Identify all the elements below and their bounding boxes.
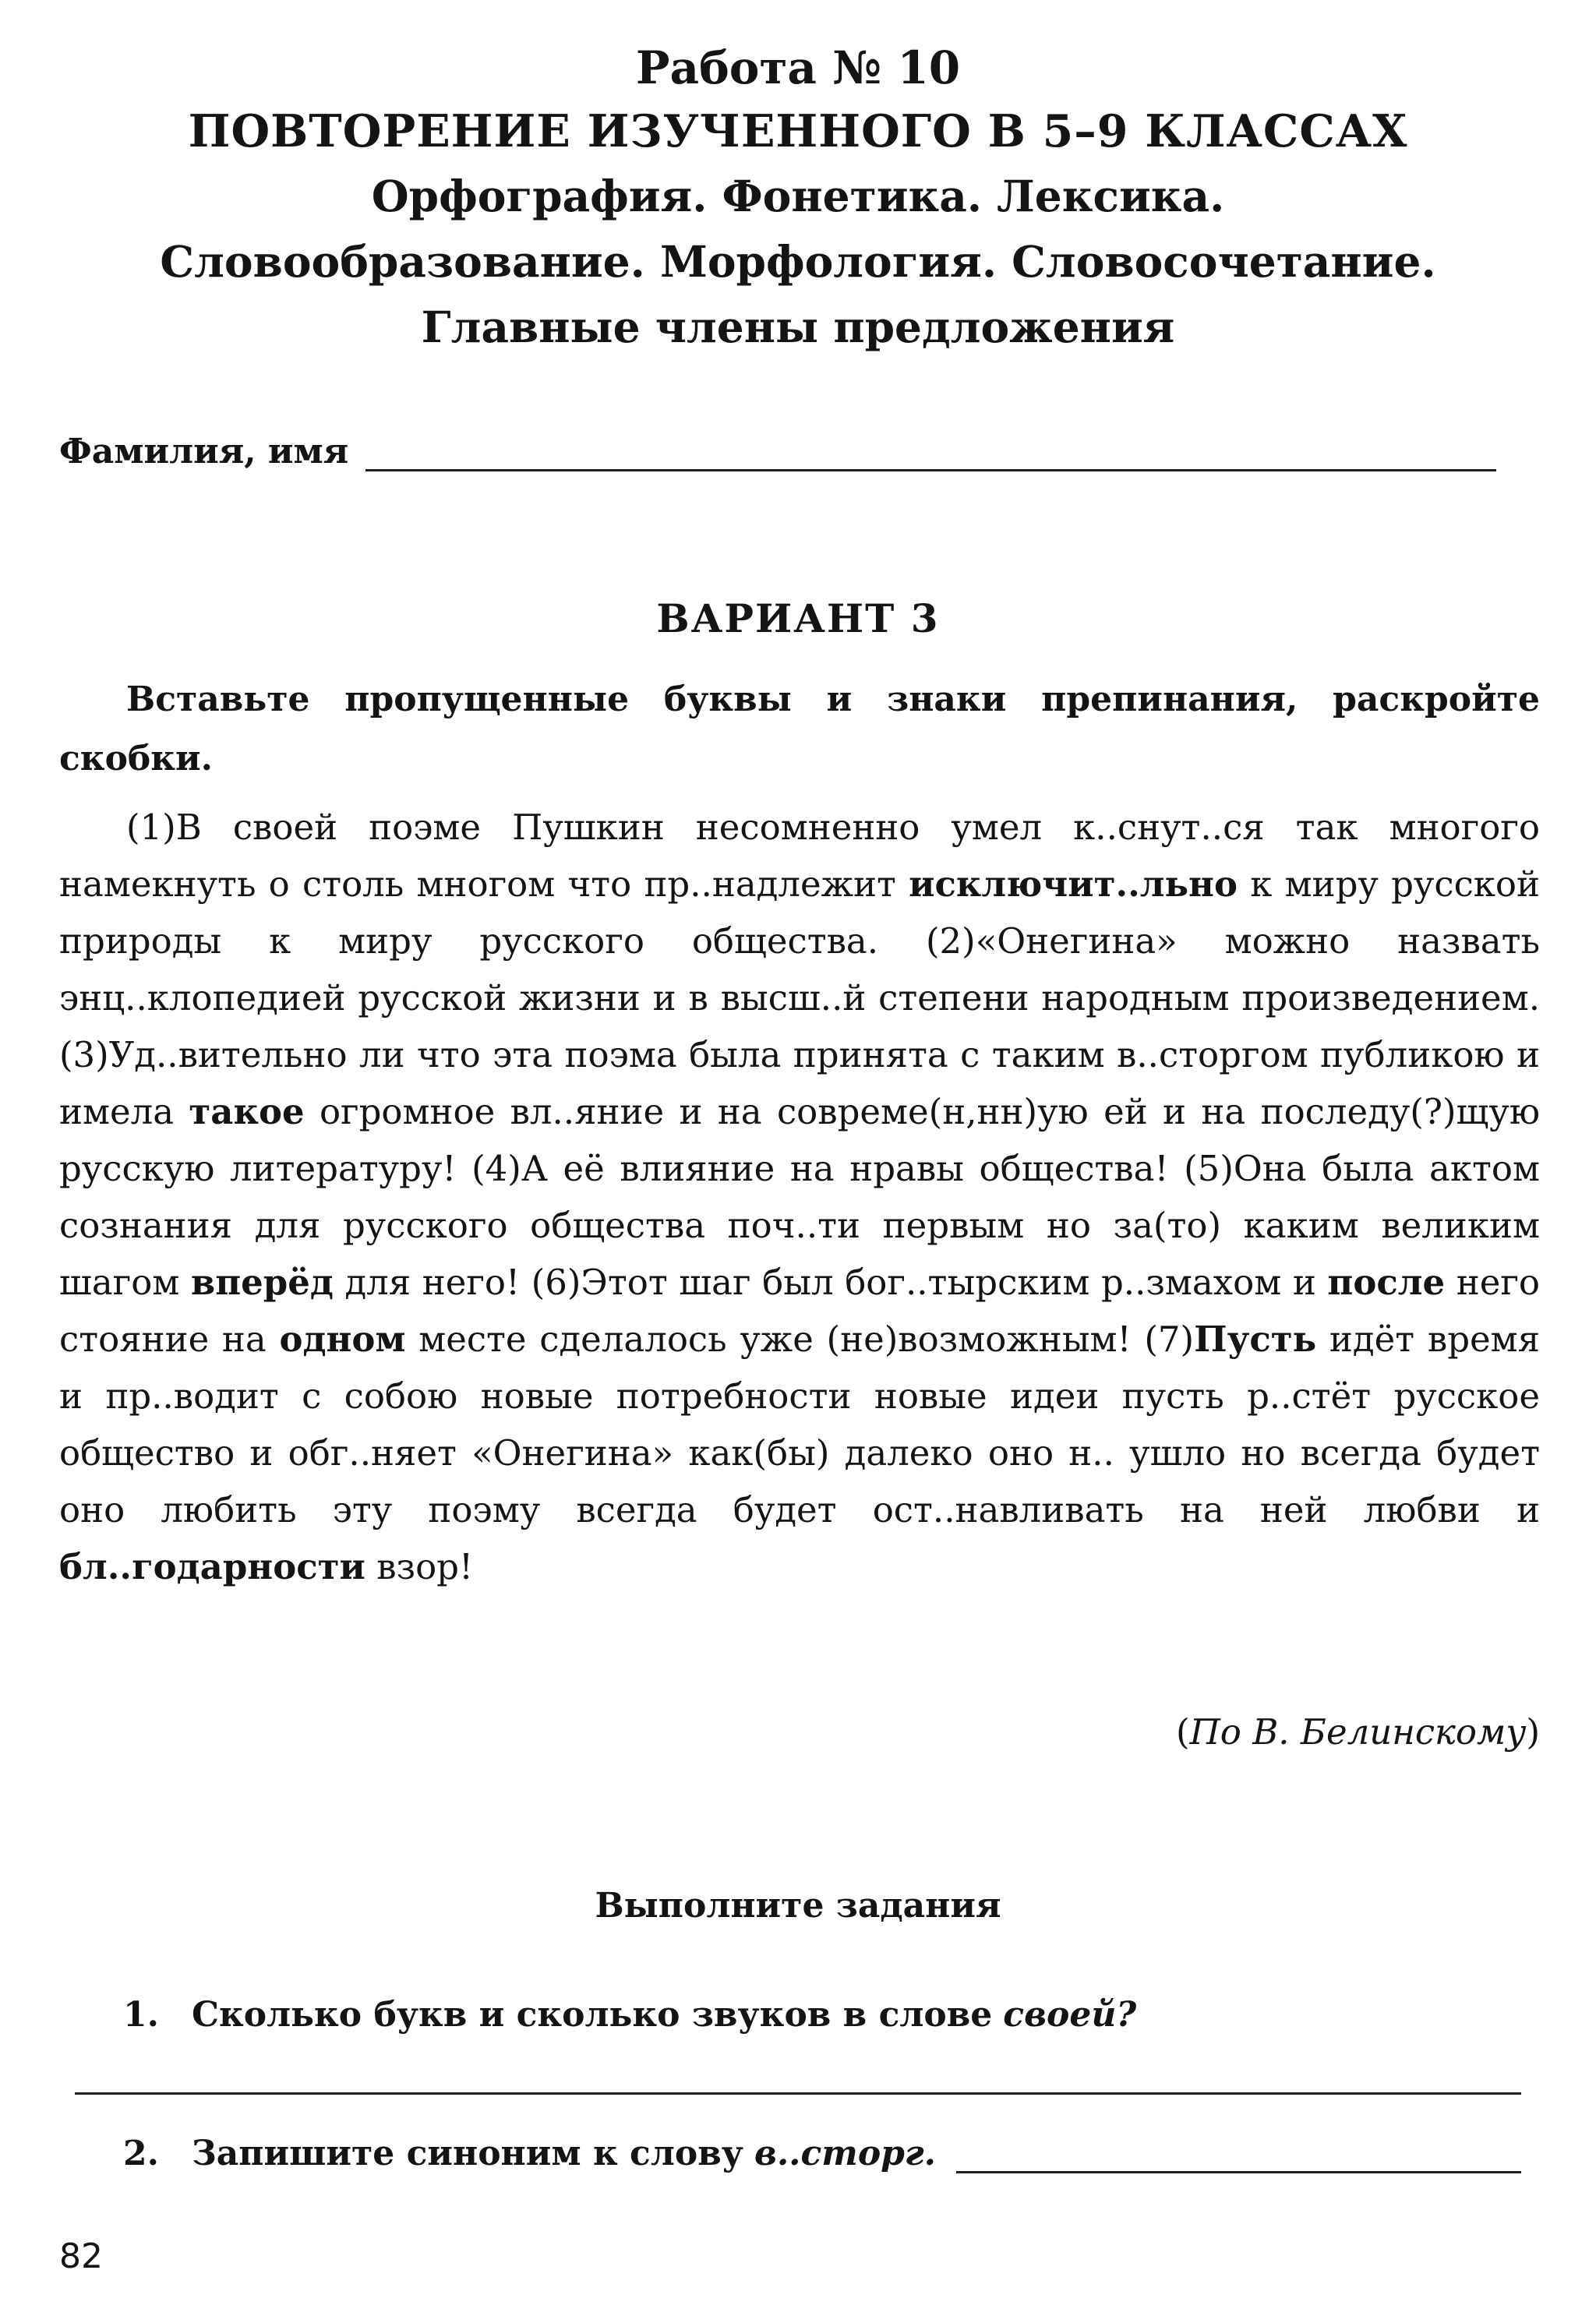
source-author: По В. Белинскому [1189,1711,1527,1753]
text-segment: огромное вл..яние и на совреме(н,нн)ую ей и на последу(?)щую русскую литературу! (4)А её влияние на нравы общества! (5)Она была актом сознания для русского общества поч..ти первым но за(то) каким великим шагом [59,1091,1540,1303]
text-segment: месте сделалось уже (не)возможным! (7) [405,1319,1195,1360]
exercise-instruction: Вставьте пропущенные буквы и знаки препинания, раскройте скобки. [59,680,1540,778]
task-text: Запишите синоним к слову [192,2134,743,2173]
text-bold-segment: вперёд [190,1262,334,1303]
work-subtopic-2: Словообразование. Морфология. Словосочетание. [160,236,1436,287]
text-segment: (1)В своей поэме Пушкин несомненно умел к..снут..ся так многого намекнуть о столь многом что пр..надлежит [59,807,1540,905]
task-text: Сколько букв и сколько звуков в слове [192,1995,993,2035]
text-bold-segment: бл..годарности [59,1546,365,1587]
student-name-field[interactable] [365,435,1496,471]
source-close-paren: ) [1526,1711,1540,1753]
work-number: Работа № 10 [635,41,961,94]
text-bold-segment: исключит..льно [909,863,1238,905]
task-word: своей? [1003,1995,1137,2035]
tasks-title: Выполните задания [595,1886,1001,1926]
text-source [1176,1711,1540,1753]
text-segment: для него! (6)Этот шаг был бог..тырским р..змахом и [333,1262,1328,1303]
page-number: 82 [59,2237,103,2276]
task-item [123,2134,1521,2173]
text-segment: идёт время и пр..водит с собою новые потребности новые идеи пусть р..стёт русское общество и обг..няет «Онегина» как(бы) далеко оно н.. ушло но всегда будет оно любить эту поэму всегда будет ост..навливать на ней любви и [59,1319,1541,1530]
variant-title: ВАРИАНТ 3 [656,595,940,641]
student-name-label: Фамилия, имя [59,432,349,471]
text-bold-segment: такое [189,1091,305,1132]
task-number: 2. [123,2134,159,2173]
task-word: в..сторг. [754,2134,936,2173]
work-subtopic-3: Главные члены предложения [421,302,1175,352]
text-segment: него стояние на [59,1262,1540,1360]
task-1-answer-line[interactable] [75,2092,1521,2095]
text-segment: взор! [365,1546,474,1587]
work-subtopic-1: Орфография. Фонетика. Лексика. [371,171,1225,221]
work-topic: ПОВТОРЕНИЕ ИЗУЧЕННОГО В 5–9 КЛАССАХ [188,105,1408,157]
text-bold-segment: одном [279,1319,406,1360]
exercise-text [59,799,1540,1595]
text-segment: к миру русской природы к миру русского общества. (2)«Онегина» можно назвать энц..клопедией русской жизни и в высш..й степени народным произведением. (3)Уд..вительно ли что эта поэма была принята с таким в..сторгом публикою и имела [59,863,1540,1132]
task-2-answer-line[interactable] [956,2140,1521,2173]
text-bold-segment: Пусть [1194,1319,1317,1360]
task-number: 1. [123,1995,159,2035]
student-name-row [59,432,1496,471]
page-header [0,36,1596,360]
source-open-paren: ( [1176,1711,1190,1753]
task-item [123,1995,1136,2035]
text-bold-segment: после [1327,1262,1446,1303]
